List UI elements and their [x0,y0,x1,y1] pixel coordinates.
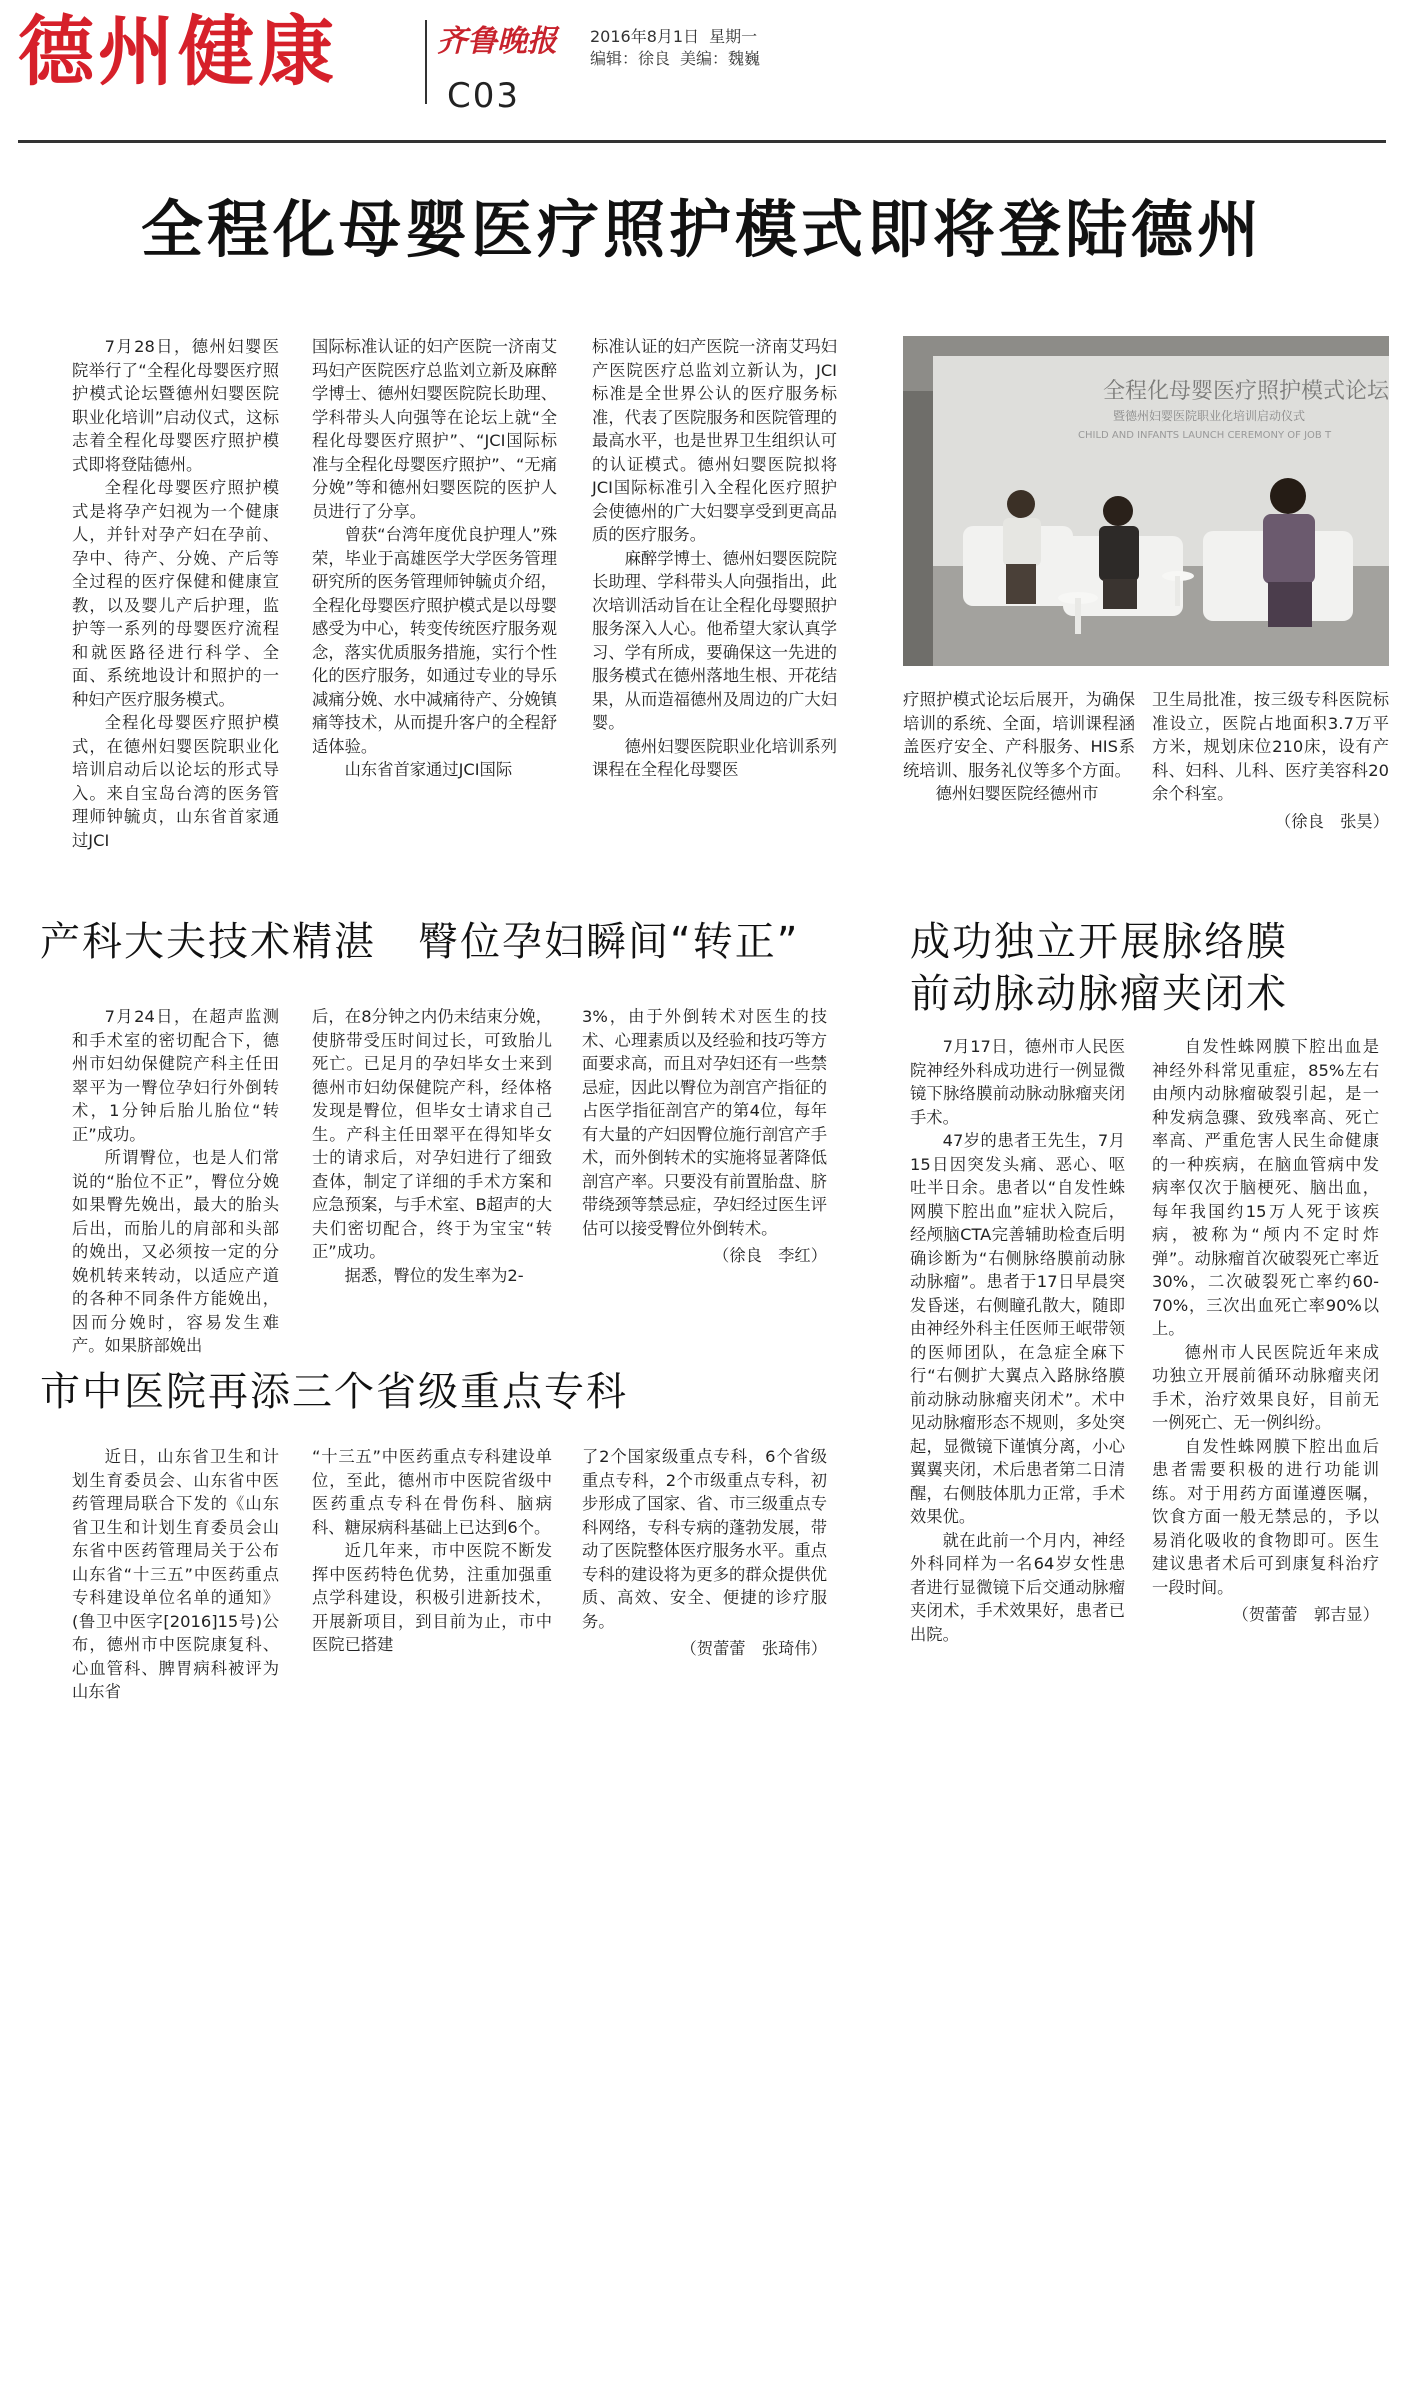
paragraph: 7月17日，德州市人民医院神经外科成功进行一例显微镜下脉络膜前动脉动脉瘤夹闭手术。 [910,1037,1125,1127]
paragraph: 近几年来，市中医院不断发挥中医药特色优势，注重加强重点学科建设，积极引进新技术，开展新项目，到目前为止，市中医院已搭建 [312,1541,552,1654]
paper-name: 齐鲁晚报 [437,24,557,59]
article2-col3 [582,1005,827,1268]
article1-col3 [592,335,837,782]
paragraph: 后，在8分钟之内仍未结束分娩，使脐带受压时间过长，可致胎儿死亡。已足月的孕妇毕女士来到德州市妇幼保健院产科，经体格发现是臀位，但毕女士请求自己生。产科主任田翠平在得知毕女士的请求后，对孕妇进行了细致查体，制定了详细的手术方案和应急预案，与手术室、B超声的大夫们密切配合，终于为宝宝“转正”成功。 [312,1007,552,1261]
paragraph: 近日，山东省卫生和计划生育委员会、山东省中医药管理局联合下发的《山东省卫生和计划生育委员会山东省中医药管理局关于公布山东省“十三五”中医药重点专科建设单位名单的通知》(鲁卫中医字[2016]15号)公布，德州市中医院康复科、心血管科、脾胃病科被评为山东省 [72,1447,279,1701]
paragraph: 麻醉学博士、德州妇婴医院院长助理、学科带头人向强指出，此次培训活动旨在让全程化母婴照护服务深入人心。他希望大家认真学习、学有所成，要确保这一先进的服务模式在德州落地生根、开花结果，从而造福德州及周边的广大妇婴。 [592,548,837,732]
article1-headline: 全程化母婴医疗照护模式即将登陆德州 [140,193,1263,266]
banner-en: CHILD AND INFANTS LAUNCH CEREMONY OF JOB T [1078,430,1332,441]
byline: （贺蕾蕾 张琦伟） [680,1639,827,1658]
section-title: 德州健康 [18,7,338,96]
masthead-divider [425,20,427,104]
article2-headline: 产科大夫技术精湛 臀位孕妇瞬间“转正” [40,919,800,965]
issue-date: 2016年8月1日 [590,27,700,46]
article3-col1 [910,1035,1125,1646]
paragraph: 山东省首家通过JCI国际 [344,760,513,779]
paragraph: 全程化母婴医疗照护模式，在德州妇婴医院职业化培训启动后以论坛的形式导入。来自宝岛台湾的医务管理师钟毓贞，山东省首家通过JCI [72,713,279,850]
paragraph: 疗照护模式论坛后展开，为确保培训的系统、全面，培训课程涵盖医疗安全、产科服务、HIS系统培训、服务礼仪等多个方面。 [903,690,1135,780]
banner-subtitle: 暨德州妇婴医院职业化培训启动仪式 [1113,409,1306,423]
paragraph: 3%，由于外倒转术对医生的技术、心理素质以及经验和技巧等方面要求高，而且对孕妇还有一些禁忌症，因此以臀位为剖宫产指征的占医学指征剖宫产的第4位，每年有大量的产妇因臀位施行剖宫产手术，而外倒转术的实施将显著降低剖宫产率。只要没有前置胎盘、脐带绕颈等禁忌症，孕妇经过医生评估可以接受臀位外倒转术。 [582,1007,827,1238]
article4-col2 [312,1445,552,1657]
article3-headline-line2: 前动脉动脉瘤夹闭术 [910,971,1288,1017]
designer: 美编：魏巍 [680,49,761,68]
paragraph: 标准认证的妇产医院一济南艾玛妇产医院医疗总监刘立新认为，JCI标准是全世界公认的医疗服务标准，代表了医院服务和医院管理的最高水平，也是世界卫生组织认可的认证模式。德州妇婴医院拟将JCI国际标准引入全程化医疗照护会使德州的广大妇婴享受到更高品质的医疗服务。 [592,337,837,544]
paragraph: 国际标准认证的妇产医院一济南艾玛妇产医院医疗总监刘立新及麻醉学博士、德州妇婴医院院长助理、学科带头人向强等在论坛上就“全程化母婴医疗照护”、“JCI国际标准与全程化母婴医疗照护”、“无痛分娩”等和德州妇婴医院的医护人员进行了分享。 [312,337,557,521]
article4-col3 [582,1445,827,1661]
paragraph: 7月28日，德州妇婴医院举行了“全程化母婴医疗照护模式论坛暨德州妇婴医院职业化培训”启动仪式，这标志着全程化母婴医疗照护模式即将登陆德州。 [72,337,279,474]
byline: （贺蕾蕾 郭吉显） [1232,1605,1379,1624]
byline: （徐良 李红） [713,1246,827,1265]
paragraph: 卫生局批准，按三级专科医院标准设立，医院占地面积3.7万平方米，规划床位210床，设有产科、妇科、儿科、医疗美容科20余个科室。 [1152,690,1389,803]
byline: （徐良 张昊） [1275,811,1389,831]
paragraph: “十三五”中医药重点专科建设单位，至此，德州市中医院省级中医药重点专科在骨伤科、脑病科、糖尿病科基础上已达到6个。 [312,1447,552,1537]
masthead-meta [590,26,770,70]
article2-col2 [312,1005,552,1287]
paragraph: 所谓臀位，也是人们常说的“胎位不正”，臀位分娩如果臀先娩出，最大的胎头后出，而胎儿的肩部和头部的娩出，又必须按一定的分娩机转来转动，以适应产道的各种不同条件方能娩出，因而分娩时，容易发生难产。如果脐部娩出 [72,1148,279,1355]
page-number: C03 [447,76,521,116]
editor: 编辑：徐良 [590,49,671,68]
paragraph: 据悉，臀位的发生率为2- [344,1265,524,1285]
paragraph: 47岁的患者王先生，7月15日因突发头痛、恶心、呕吐半日余。患者以“自发性蛛网膜下腔出血”症状入院后，经颅脑CTA完善辅助检查后明确诊断为“右侧脉络膜前动脉动脉瘤”。患者于17日早晨突发昏迷，右侧瞳孔散大，随即由神经外科主任医师王岷带领的医师团队，在急症全麻下行“右侧扩大翼点入路脉络膜前动脉动脉瘤夹闭术”。术中见动脉瘤形态不规则，多处突起，显微镜下谨慎分离，小心翼翼夹闭，术后患者第二日清醒，右侧肢体肌力正常，手术效果优。 [910,1131,1125,1526]
paragraph: 就在此前一个月内，神经外科同样为一名64岁女性患者进行显微镜下后交通动脉瘤夹闭术，手术效果好，患者已出院。 [910,1530,1125,1644]
paragraph: 德州市人民医院近年来成功独立开展前循环动脉瘤夹闭手术，治疗效果良好，目前无一例死亡、无一例纠纷。 [1152,1342,1379,1432]
masthead-rule [18,140,1386,143]
article1-col5 [1152,688,1389,833]
banner-title: 全程化母婴医疗照护模式论坛 [1103,379,1389,404]
article4-headline: 市中医院再添三个省级重点专科 [40,1369,628,1415]
article2-col1 [72,1005,279,1358]
article3-headline-line1: 成功独立开展脉络膜 [910,919,1288,965]
article3-col2 [1152,1035,1379,1627]
paragraph: 曾获“台湾年度优良护理人”殊荣，毕业于高雄医学大学医务管理研究所的医务管理师钟毓贞介绍，全程化母婴医疗照护模式是以母婴感受为中心，转变传统医疗服务观念，落实优质服务措施，实行个性化的医疗服务，如通过专业的导乐减痛分娩、水中减痛待产、分娩镇痛等技术，从而提升客户的全程舒适体验。 [312,525,557,756]
weekday: 星期一 [709,27,758,46]
article1-col2 [312,335,557,782]
paragraph: 自发性蛛网膜下腔出血是神经外科常见重症，85%左右由颅内动脉瘤破裂引起，是一种发病急骤、致残率高、死亡率高、严重危害人民生命健康的一种疾病，在脑血管病中发病率仅次于脑梗死、脑出血，每年我国约15万人死于该疾病，被称为“颅内不定时炸弹”。动脉瘤首次破裂死亡率近30%，二次破裂死亡率约60-70%，三次出血死亡率90%以上。 [1152,1037,1379,1338]
paragraph: 了2个国家级重点专科，6个省级重点专科，2个市级重点专科，初步形成了国家、省、市三级重点专科网络，专科专病的蓬勃发展，带动了医院整体医疗服务水平。重点专科的建设将为更多的群众提供优质、高效、安全、便捷的诊疗服务。 [582,1447,827,1631]
paragraph: 德州妇婴医院职业化培训系列课程在全程化母婴医 [592,736,837,779]
article1-col1 [72,335,279,852]
article4-col1 [72,1445,279,1704]
paragraph: 全程化母婴医疗照护模式是将孕产妇视为一个健康人，并针对孕产妇在孕前、孕中、待产、分娩、产后等全过程的医疗保健和健康宣教，以及婴儿产后护理，监护等一系列的母婴医疗流程和就医路径进行科学、全面、系统地设计和照护的一种妇产医疗服务模式。 [72,478,279,709]
paragraph: 自发性蛛网膜下腔出血后患者需要积极的进行功能训练。对于用药方面谨遵医嘱，饮食方面一般无禁忌的，予以易消化吸收的食物即可。医生建议患者术后可到康复科治疗一段时间。 [1152,1436,1379,1597]
paragraph: 7月24日，在超声监测和手术室的密切配合下，德州市妇幼保健院产科主任田翠平为一臀位孕妇行外倒转术，1分钟后胎儿胎位“转正”成功。 [72,1007,279,1144]
forum-photo [903,336,1389,666]
article1-col4 [903,688,1135,806]
paragraph: 德州妇婴医院经德州市 [935,784,1099,803]
